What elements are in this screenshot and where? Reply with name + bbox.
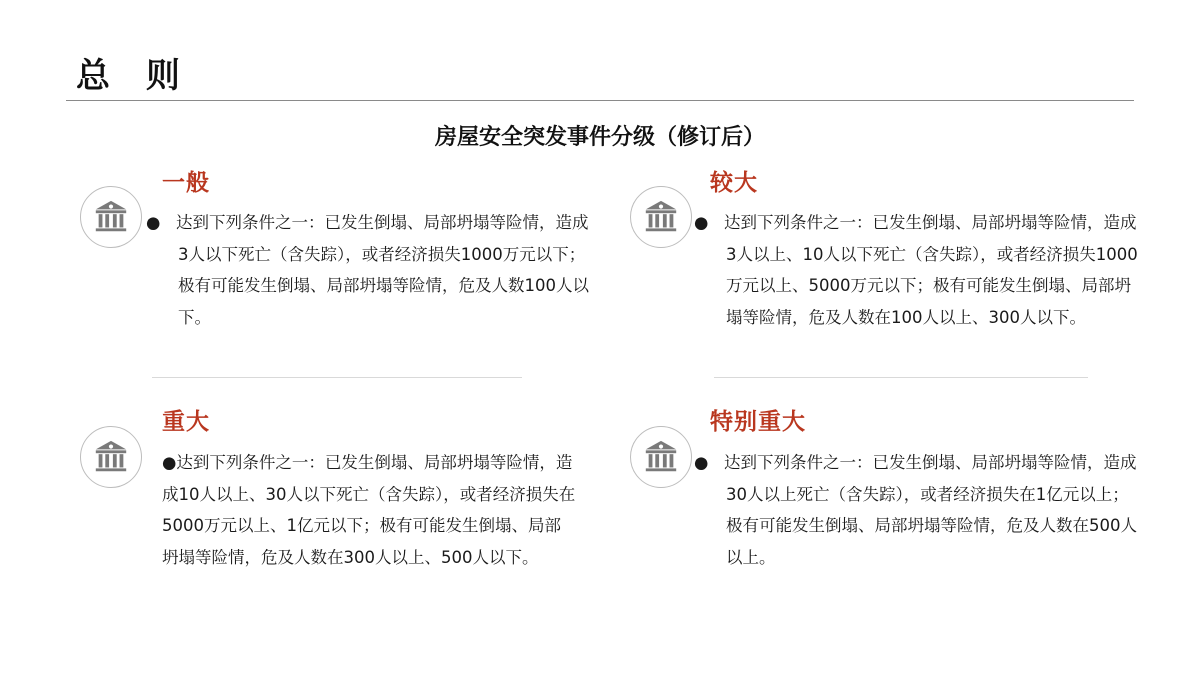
page-title: 总 则 bbox=[76, 56, 192, 96]
grade-larger-description bbox=[694, 207, 1141, 333]
title-divider bbox=[66, 100, 1134, 101]
grade-larger-text: 达到下列条件之一：已发生倒塌、局部坍塌等险情，造成3人以上、10人以下死亡（含失踪），或者经济损失1000万元以上、5000万元以下；极有可能发生倒塌、局部坍塌等险情，危及人数在100人以上、300人以下。 bbox=[724, 213, 1138, 327]
grade-especially-major-description bbox=[694, 447, 1141, 573]
bank-building-icon-graphic bbox=[642, 198, 680, 236]
grade-major-heading: 重大 bbox=[162, 409, 210, 435]
grade-major-text: 达到下列条件之一：已发生倒塌、局部坍塌等险情，造成10人以上、30人以下死亡（含失踪），或者经济损失在5000万元以上、1亿元以下；极有可能发生倒塌、局部坍塌等险情，危及人数在300人以上、500人以下。 bbox=[162, 453, 576, 567]
bullet-marker: ● bbox=[694, 213, 709, 232]
bank-building-icon bbox=[80, 186, 142, 248]
bullet-marker: ● bbox=[146, 213, 161, 232]
grade-general-text: 达到下列条件之一：已发生倒塌、局部坍塌等险情，造成3人以下死亡（含失踪），或者经济损失1000万元以下；极有可能发生倒塌、局部坍塌等险情，危及人数100人以下。 bbox=[176, 213, 589, 327]
bullet-marker: ● bbox=[694, 453, 709, 472]
grade-larger-heading: 较大 bbox=[710, 170, 758, 196]
grade-especially-major-heading: 特别重大 bbox=[710, 409, 806, 435]
page-subtitle: 房屋安全突发事件分级（修订后） bbox=[434, 125, 765, 150]
bank-building-icon-graphic bbox=[642, 438, 680, 476]
bank-building-icon bbox=[630, 186, 692, 248]
section-divider-right bbox=[714, 377, 1088, 378]
bank-building-icon-graphic bbox=[92, 438, 130, 476]
bank-building-icon bbox=[80, 426, 142, 488]
grade-especially-major-text: 达到下列条件之一：已发生倒塌、局部坍塌等险情，造成30人以上死亡（含失踪），或者经济损失在1亿元以上；极有可能发生倒塌、局部坍塌等险情，危及人数在500人以上。 bbox=[724, 453, 1137, 567]
grade-general-heading: 一般 bbox=[162, 170, 210, 196]
grade-major-description bbox=[162, 447, 577, 573]
section-divider-left bbox=[152, 377, 522, 378]
bullet-marker: ● bbox=[162, 453, 177, 472]
grade-general-description bbox=[146, 207, 593, 333]
bank-building-icon bbox=[630, 426, 692, 488]
bank-building-icon-graphic bbox=[92, 198, 130, 236]
